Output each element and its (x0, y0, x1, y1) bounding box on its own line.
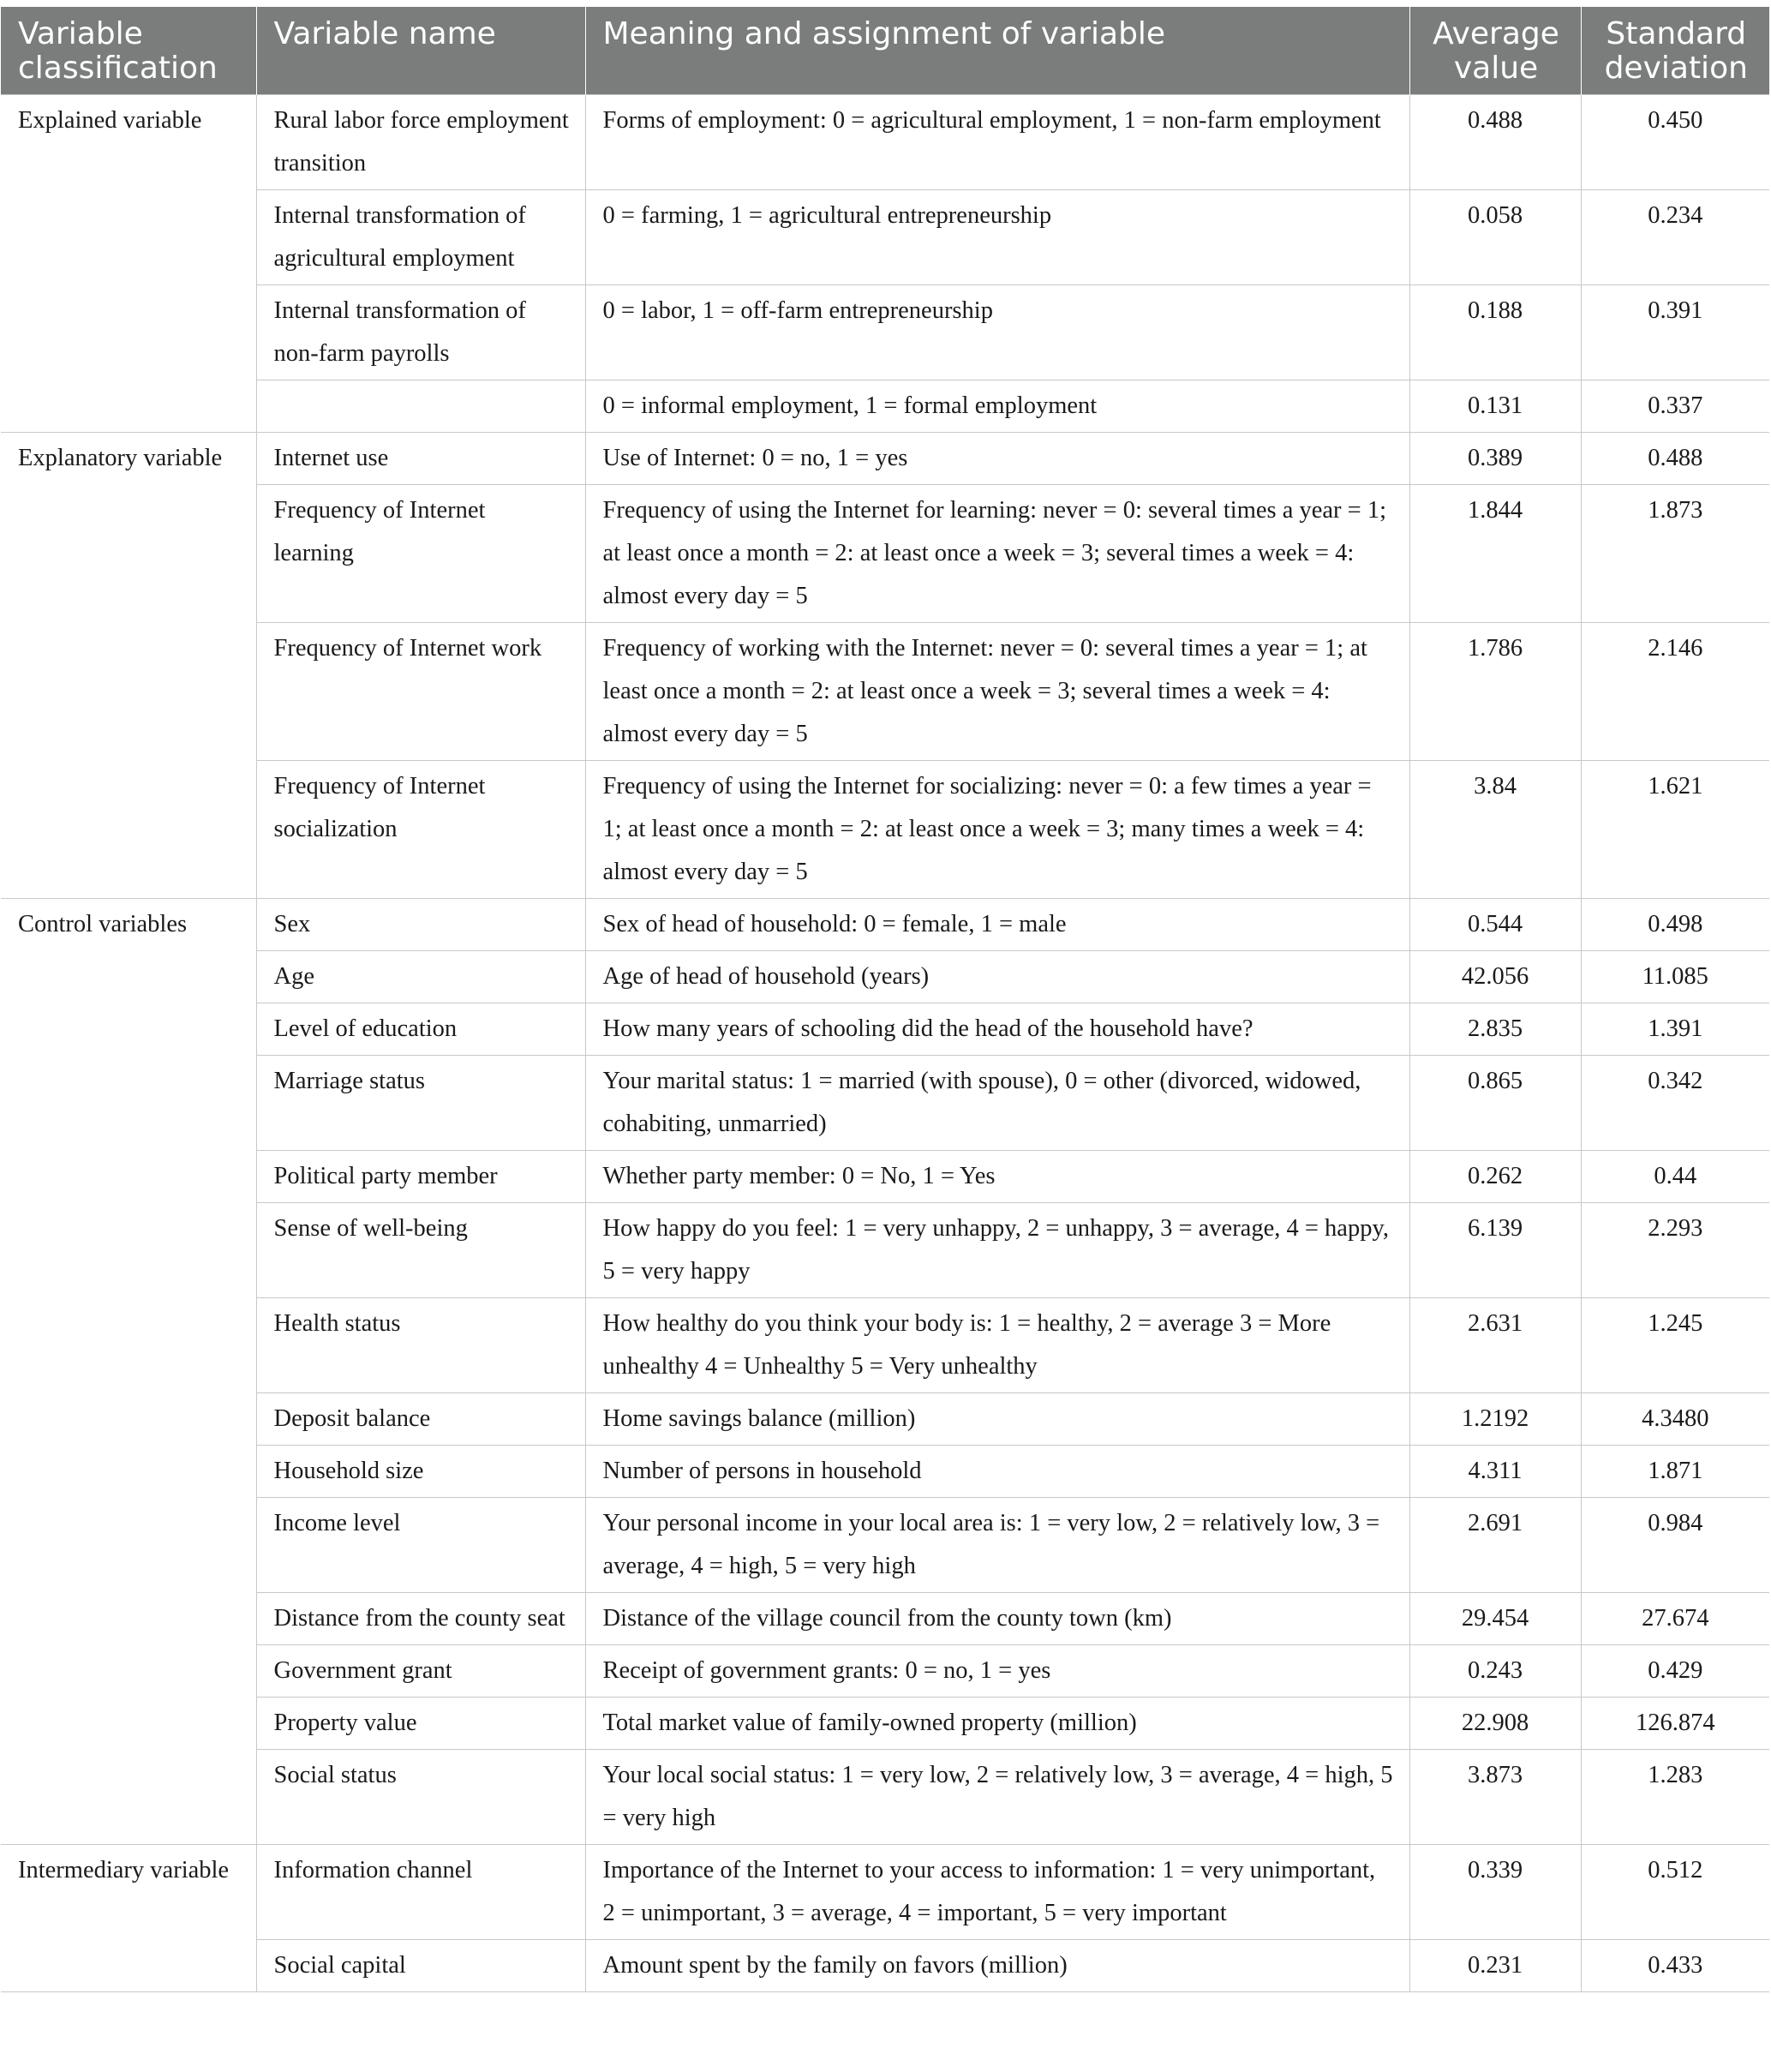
average-cell: 0.488 (1409, 95, 1581, 190)
header-classification: Variable classification (1, 7, 256, 95)
table-row (1, 1750, 1769, 1845)
table-row (1, 433, 1769, 485)
sd-cell: 2.146 (1581, 623, 1769, 761)
average-cell: 0.188 (1409, 285, 1581, 380)
table-row (1, 190, 1769, 285)
sd-cell: 0.234 (1581, 190, 1769, 285)
name-cell: Level of education (256, 1003, 585, 1056)
name-cell: Sense of well-being (256, 1203, 585, 1298)
name-cell: Political party member (256, 1151, 585, 1203)
header-average: Average value (1409, 7, 1581, 95)
table-row (1, 1845, 1769, 1940)
meaning-cell: 0 = informal employment, 1 = formal employment (585, 380, 1409, 433)
table-row (1, 95, 1769, 190)
table-row (1, 1645, 1769, 1698)
table-row (1, 1298, 1769, 1393)
average-cell: 0.231 (1409, 1940, 1581, 1992)
meaning-cell: How many years of schooling did the head of the household have? (585, 1003, 1409, 1056)
table-row (1, 1940, 1769, 1992)
average-cell: 4.311 (1409, 1446, 1581, 1498)
name-cell: Social capital (256, 1940, 585, 1992)
sd-cell: 126.874 (1581, 1698, 1769, 1750)
average-cell: 3.873 (1409, 1750, 1581, 1845)
name-cell: Age (256, 951, 585, 1003)
sd-cell: 0.488 (1581, 433, 1769, 485)
meaning-cell: Frequency of working with the Internet: never = 0: several times a year = 1; at least once a month = 2: at least once a week = 3; several times a week = 4: almost every day = 5 (585, 623, 1409, 761)
sd-cell: 0.433 (1581, 1940, 1769, 1992)
name-cell: Property value (256, 1698, 585, 1750)
meaning-cell: Frequency of using the Internet for socializing: never = 0: a few times a year = 1; at least once a month = 2: at least once a week = 3; many times a week = 4: almost every day = 5 (585, 761, 1409, 899)
average-cell: 3.84 (1409, 761, 1581, 899)
name-cell: Internet use (256, 433, 585, 485)
header-name: Variable name (256, 7, 585, 95)
name-cell: Income level (256, 1498, 585, 1593)
meaning-cell: Frequency of using the Internet for learning: never = 0: several times a year = 1; at least once a month = 2: at least once a week = 3; several times a week = 4: almost every day = 5 (585, 485, 1409, 623)
meaning-cell: Receipt of government grants: 0 = no, 1 = yes (585, 1645, 1409, 1698)
sd-cell: 0.44 (1581, 1151, 1769, 1203)
sd-cell: 0.984 (1581, 1498, 1769, 1593)
meaning-cell: Amount spent by the family on favors (million) (585, 1940, 1409, 1992)
name-cell: Sex (256, 899, 585, 951)
header-sd: Standard deviation (1581, 7, 1769, 95)
table-row (1, 485, 1769, 623)
name-cell: Household size (256, 1446, 585, 1498)
sd-cell: 11.085 (1581, 951, 1769, 1003)
name-cell (256, 380, 585, 433)
average-cell: 1.2192 (1409, 1393, 1581, 1446)
average-cell: 0.865 (1409, 1056, 1581, 1151)
average-cell: 1.844 (1409, 485, 1581, 623)
sd-cell: 0.498 (1581, 899, 1769, 951)
variables-table (1, 7, 1769, 1992)
meaning-cell: Importance of the Internet to your access to information: 1 = very unimportant, 2 = unimportant, 3 = average, 4 = important, 5 = very important (585, 1845, 1409, 1940)
average-cell: 0.058 (1409, 190, 1581, 285)
meaning-cell: 0 = labor, 1 = off-farm entrepreneurship (585, 285, 1409, 380)
sd-cell: 1.621 (1581, 761, 1769, 899)
meaning-cell: Forms of employment: 0 = agricultural employment, 1 = non-farm employment (585, 95, 1409, 190)
meaning-cell: Home savings balance (million) (585, 1393, 1409, 1446)
sd-cell: 4.3480 (1581, 1393, 1769, 1446)
sd-cell: 0.337 (1581, 380, 1769, 433)
name-cell: Frequency of Internet learning (256, 485, 585, 623)
classification-cell: Intermediary variable (1, 1845, 256, 1992)
meaning-cell: Use of Internet: 0 = no, 1 = yes (585, 433, 1409, 485)
sd-cell: 1.871 (1581, 1446, 1769, 1498)
meaning-cell: Your marital status: 1 = married (with spouse), 0 = other (divorced, widowed, cohabiting, unmarried) (585, 1056, 1409, 1151)
name-cell: Government grant (256, 1645, 585, 1698)
table-row (1, 1498, 1769, 1593)
table-row (1, 1056, 1769, 1151)
table-row (1, 1446, 1769, 1498)
table-header (1, 7, 1769, 95)
sd-cell: 2.293 (1581, 1203, 1769, 1298)
meaning-cell: How happy do you feel: 1 = very unhappy, 2 = unhappy, 3 = average, 4 = happy, 5 = very happy (585, 1203, 1409, 1298)
name-cell: Information channel (256, 1845, 585, 1940)
table-row (1, 761, 1769, 899)
meaning-cell: Your local social status: 1 = very low, 2 = relatively low, 3 = average, 4 = high, 5 = very high (585, 1750, 1409, 1845)
average-cell: 0.243 (1409, 1645, 1581, 1698)
header-meaning: Meaning and assignment of variable (585, 7, 1409, 95)
average-cell: 0.339 (1409, 1845, 1581, 1940)
meaning-cell: How healthy do you think your body is: 1 = healthy, 2 = average 3 = More unhealthy 4 = Unhealthy 5 = Very unhealthy (585, 1298, 1409, 1393)
table-row (1, 380, 1769, 433)
sd-cell: 0.429 (1581, 1645, 1769, 1698)
table-body (1, 95, 1769, 1992)
name-cell: Internal transformation of agricultural employment (256, 190, 585, 285)
name-cell: Internal transformation of non-farm payrolls (256, 285, 585, 380)
name-cell: Rural labor force employment transition (256, 95, 585, 190)
sd-cell: 27.674 (1581, 1593, 1769, 1645)
sd-cell: 1.391 (1581, 1003, 1769, 1056)
average-cell: 1.786 (1409, 623, 1581, 761)
average-cell: 2.835 (1409, 1003, 1581, 1056)
header-row (1, 7, 1769, 95)
table-row (1, 951, 1769, 1003)
table-row (1, 1393, 1769, 1446)
table-row (1, 285, 1769, 380)
name-cell: Marriage status (256, 1056, 585, 1151)
classification-cell: Explained variable (1, 95, 256, 433)
average-cell: 0.262 (1409, 1151, 1581, 1203)
meaning-cell: Distance of the village council from the county town (km) (585, 1593, 1409, 1645)
sd-cell: 1.873 (1581, 485, 1769, 623)
table-row (1, 623, 1769, 761)
sd-cell: 1.283 (1581, 1750, 1769, 1845)
table-row (1, 1698, 1769, 1750)
name-cell: Frequency of Internet socialization (256, 761, 585, 899)
meaning-cell: Number of persons in household (585, 1446, 1409, 1498)
sd-cell: 1.245 (1581, 1298, 1769, 1393)
average-cell: 2.691 (1409, 1498, 1581, 1593)
sd-cell: 0.512 (1581, 1845, 1769, 1940)
average-cell: 42.056 (1409, 951, 1581, 1003)
average-cell: 29.454 (1409, 1593, 1581, 1645)
table-row (1, 1151, 1769, 1203)
sd-cell: 0.342 (1581, 1056, 1769, 1151)
meaning-cell: Whether party member: 0 = No, 1 = Yes (585, 1151, 1409, 1203)
name-cell: Frequency of Internet work (256, 623, 585, 761)
meaning-cell: Age of head of household (years) (585, 951, 1409, 1003)
table-row (1, 899, 1769, 951)
average-cell: 2.631 (1409, 1298, 1581, 1393)
table-row (1, 1593, 1769, 1645)
average-cell: 0.389 (1409, 433, 1581, 485)
name-cell: Health status (256, 1298, 585, 1393)
sd-cell: 0.391 (1581, 285, 1769, 380)
meaning-cell: Sex of head of household: 0 = female, 1 = male (585, 899, 1409, 951)
meaning-cell: 0 = farming, 1 = agricultural entrepreneurship (585, 190, 1409, 285)
classification-cell: Control variables (1, 899, 256, 1845)
classification-cell: Explanatory variable (1, 433, 256, 899)
sd-cell: 0.450 (1581, 95, 1769, 190)
name-cell: Distance from the county seat (256, 1593, 585, 1645)
name-cell: Deposit balance (256, 1393, 585, 1446)
average-cell: 0.544 (1409, 899, 1581, 951)
average-cell: 6.139 (1409, 1203, 1581, 1298)
average-cell: 0.131 (1409, 380, 1581, 433)
meaning-cell: Your personal income in your local area is: 1 = very low, 2 = relatively low, 3 = average, 4 = high, 5 = very high (585, 1498, 1409, 1593)
name-cell: Social status (256, 1750, 585, 1845)
average-cell: 22.908 (1409, 1698, 1581, 1750)
table-row (1, 1003, 1769, 1056)
table-row (1, 1203, 1769, 1298)
meaning-cell: Total market value of family-owned property (million) (585, 1698, 1409, 1750)
